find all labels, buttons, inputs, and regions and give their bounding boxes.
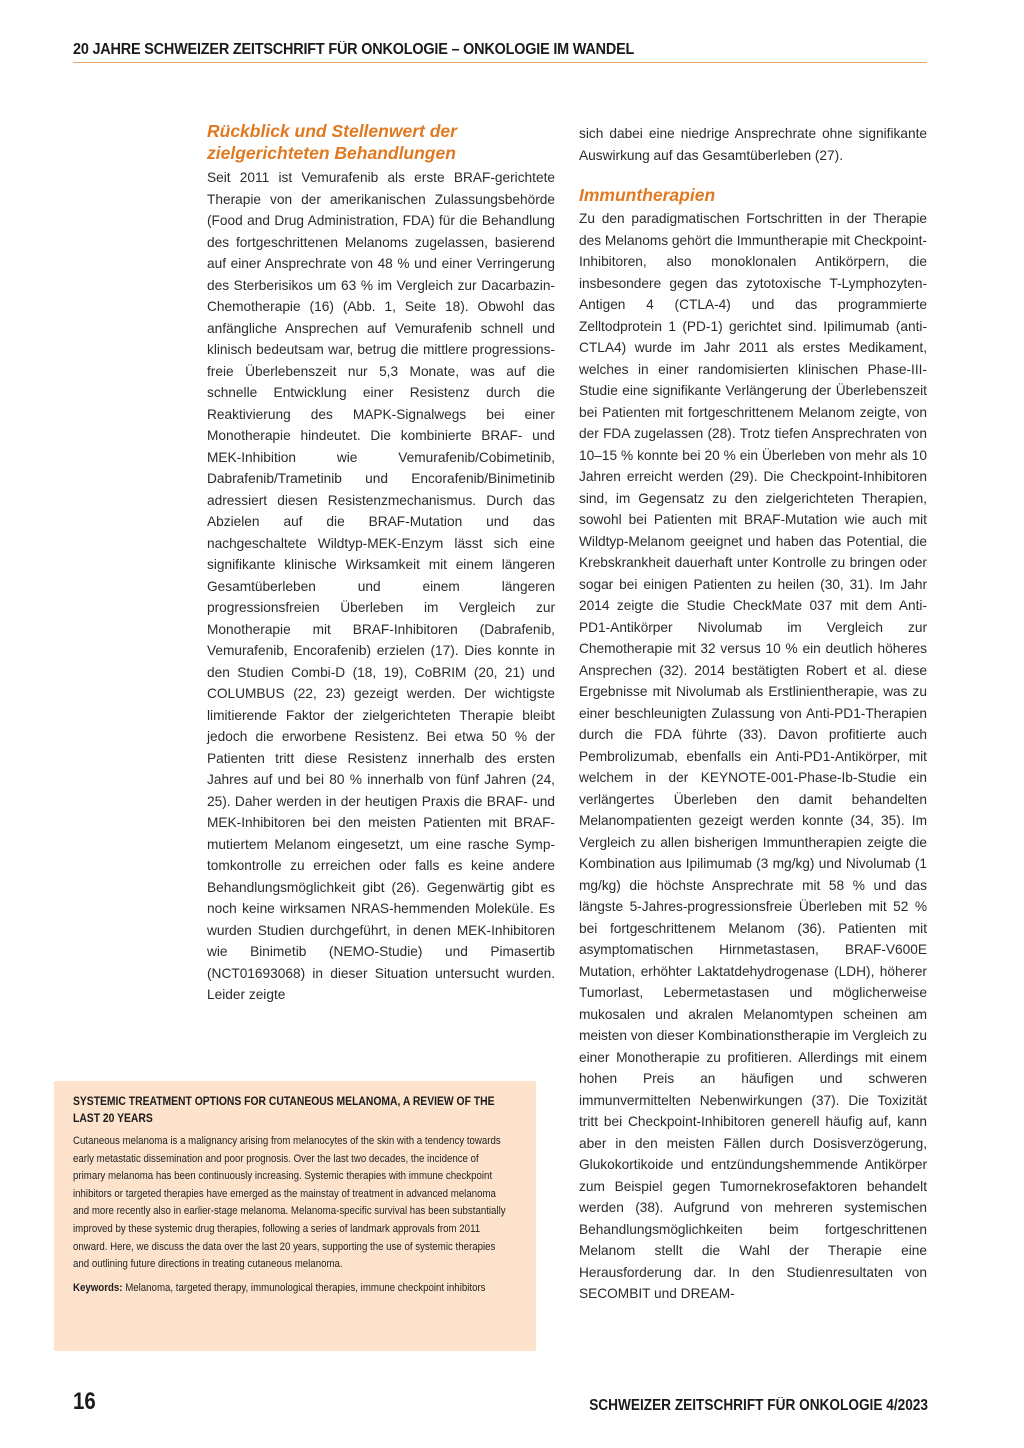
right-column-continuation: sich dabei eine niedrige Ansprechrate ohne signifikante Auswirkung auf das Gesamtüberleben (27).	[579, 126, 927, 163]
section-heading-immunotherapies: Immuntherapien	[579, 185, 716, 205]
section-heading-targeted-therapies: Rückblick und Stellenwert der zielgerichteten Behandlungen	[207, 121, 457, 163]
left-column-text: Seit 2011 ist Vemurafenib als erste BRAF-gerichtete Therapie von der amerikanischen Zulassungsbehörde (Food and Drug Administration, FDA) für die Behandlung des fortgeschrittenen Melanoms zugelassen, basierend auf einer Ansprechrate von 48 % und einer Verringerung des Sterberisikos um 63 % im Vergleich zur Dacarbazin-Chemotherapie (16) (Abb. 1, Seite 18). Obwohl das anfängliche Ansprechen auf Vemurafenib schnell und klinisch bedeutsam war, betrug die mittlere progressionsfreie Überlebenszeit nur 5,3 Monate, was auf die schnelle Entwicklung einer Resistenz durch die Reaktivierung des MAPK-Signalwegs bei einer Monotherapie hindeutet. Die kombinierte BRAF- und MEK-Inhibition wie Vemurafenib/Cobimetinib, Dabrafenib/Trametinib und Encorafenib/Binimetinib adressiert diesen Resistenzmechanismus. Durch das Abzielen auf die BRAF-Mutation und das nachgeschaltete Wildtyp-MEK-Enzym lässt sich eine signifikante klinische Wirksamkeit mit einem längeren Gesamtüberleben und einem längeren progressionsfreien Überleben im Vergleich zur Monotherapie mit BRAF-Inhibitoren (Dabrafenib, Vemurafenib, Encorafenib) erzielen (17). Dies konnte in den Studien Combi-D (18, 19), CoBRIM (20, 21) und COLUMBUS (22, 23) gezeigt werden. Der wichtigste limitierende Faktor der zielgerichteten Therapie bleibt jedoch die erworbene Resistenz. Bei etwa 50 % der Patienten tritt diese Resistenz innerhalb des ersten Jahres auf und bei 80 % innerhalb von fünf Jahren (24, 25). Daher werden in der heutigen Praxis die BRAF- und MEK-Inhibitoren bei den meisten Patienten mit BRAF-mutiertem Melanom eingesetzt, um eine rasche Symptomkontrolle zu erreichen oder falls es keine andere Behandlungsmöglichkeit gibt (26). Gegenwärtig gibt es noch keine wirksamen NRAS-hemmenden Moleküle. Es wurden Studien durchgeführt, in denen MEK-Inhibitoren wie Binimetib (NEMO-Studie) und Pimasertib (NCT01693068) in dieser Situation untersucht wurden. Leider zeigte	[207, 170, 555, 1002]
keywords-label: Keywords:	[73, 1281, 123, 1294]
running-header: 20 JAHRE SCHWEIZER ZEITSCHRIFT FÜR ONKOLOGIE – ONKOLOGIE IM WANDEL	[73, 41, 635, 58]
english-abstract-box	[54, 1081, 536, 1351]
abstract-title: SYSTEMIC TREATMENT OPTIONS FOR CUTANEOUS MELANOMA, A REVIEW OF THE LAST 20 YEARS	[73, 1096, 495, 1125]
right-column-text: Zu den paradigmatischen Fortschritten in der Therapie des Melanoms gehört die Immuntherapie mit Checkpoint-Inhibitoren, also monoklonalen Antikörpern, die insbesondere gegen das zytotoxische T-Lymphozyten-Antigen 4 (CTLA-4) und das programmierte Zelltodprotein 1 (PD-1) gerichtet sind. Ipilimumab (anti-CTLA4) wurde im Jahr 2011 als erstes Medikament, welches in einer randomisierten klinischen Phase-III-Studie eine signifikante Verlängerung der Überlebenszeit bei Patienten mit fortgeschrittenem Melanom zeigte, von der FDA zugelassen (28). Trotz tiefen Ansprechraten von 10–15 % konnte bei 20 % ein Überleben von mehr als 10 Jahren erreicht werden (29). Die Checkpoint-Inhibitoren sind, im Gegensatz zu den zielgerichteten Therapien, sowohl bei Patienten mit BRAF-Mutation wie auch mit Wildtyp-Melanom geeignet und haben das Potential, die Krebskrankheit dauerhaft unter Kontrolle zu bringen oder sogar bei einigen Patienten zu heilen (30, 31). Im Jahr 2014 zeigte die Studie CheckMate 037 mit dem Anti-PD1-Antikörper Nivolumab im Vergleich zur Chemotherapie mit 32 versus 10 % ein deutlich höheres Ansprechen (32). 2014 bestätigten Robert et al. diese Ergebnisse mit Nivolumab als Erstlinientherapie, was zu einer beschleunigten Zulassung von Anti-PD1-Therapien durch die FDA führte (33). Davon profitierte auch Pembrolizumab, ebenfalls ein Anti-PD1-Antikörper, mit welchem in der KEYNOTE-001-Phase-Ib-Studie ein verlängertes Überleben den damit behandelten Melanompatienten gezeigt werden konnte (34, 35). Im Vergleich zu allen bisherigen Immuntherapien zeigte die Kombination aus Ipilimumab (3 mg/kg) und Nivolumab (1 mg/kg) die höchste Ansprechrate mit 58 % und das längste 5-Jahres-progressionsfreie Überleben mit 52 % bei fortgeschrittenem Melanom (36). Patienten mit asymptomatischen Hirnmetastasen, BRAF-V600E Mutation, erhöhter Laktatdehydrogenase (LDH), höherer Tumorlast, Lebermetastasen und möglicherweise mukosalen und akralen Melanomtypen scheinen am meisten von dieser Kombinationstherapie im Vergleich zu einer Monotherapie zu profitieren. Allerdings mit einem hohen Preis an häufigen und schweren immunvermittelten Nebenwirkungen (37). Die Toxizität tritt bei Checkpoint-Inhibitoren generell häufig auf, kann aber in den meisten Fällen durch Dosisverzögerung, Glukokortikoide und entzündungshemmende Antikörper zum Beispiel gegen Tumornekrosefaktoren behandelt werden (38). Aufgrund von mehreren systemischen Behandlungsmöglichkeiten beim fortgeschrittenen Melanom stellt die Wahl der Therapie eine Herausforderung dar. In den Studienresultaten von SECOMBIT und DREAM-	[579, 211, 927, 1301]
abstract-keywords	[73, 1280, 513, 1298]
abstract-text: Cutaneous melanoma is a malignancy arising from melanocytes of the skin with a tendency towards early metastatic dissemination and poor prognosis. Over the last two decades, the incidence of primary melanoma has been continuously increasing. Systemic therapies with immune checkpoint inhibitors or targeted therapies have emerged as the mainstay of treatment in advanced melanoma and more recently also in earlier-stage melanoma. Melanoma-specific survival has been substantially improved by these systemic drug therapies, following a series of landmark approvals from 2011 onward. Here, we discuss the data over the last 20 years, supporting the use of systemic therapies and outlining future directions in treating cutaneous melanoma.	[73, 1135, 506, 1271]
header-rule	[73, 62, 927, 63]
journal-footer: SCHWEIZER ZEITSCHRIFT FÜR ONKOLOGIE 4/2023	[589, 1397, 928, 1414]
left-column	[207, 120, 555, 1006]
page-number: 16	[73, 1388, 96, 1415]
right-column	[579, 123, 927, 1305]
keywords-value: Melanoma, targeted therapy, immunological therapies, immune checkpoint inhibitors	[125, 1281, 486, 1294]
